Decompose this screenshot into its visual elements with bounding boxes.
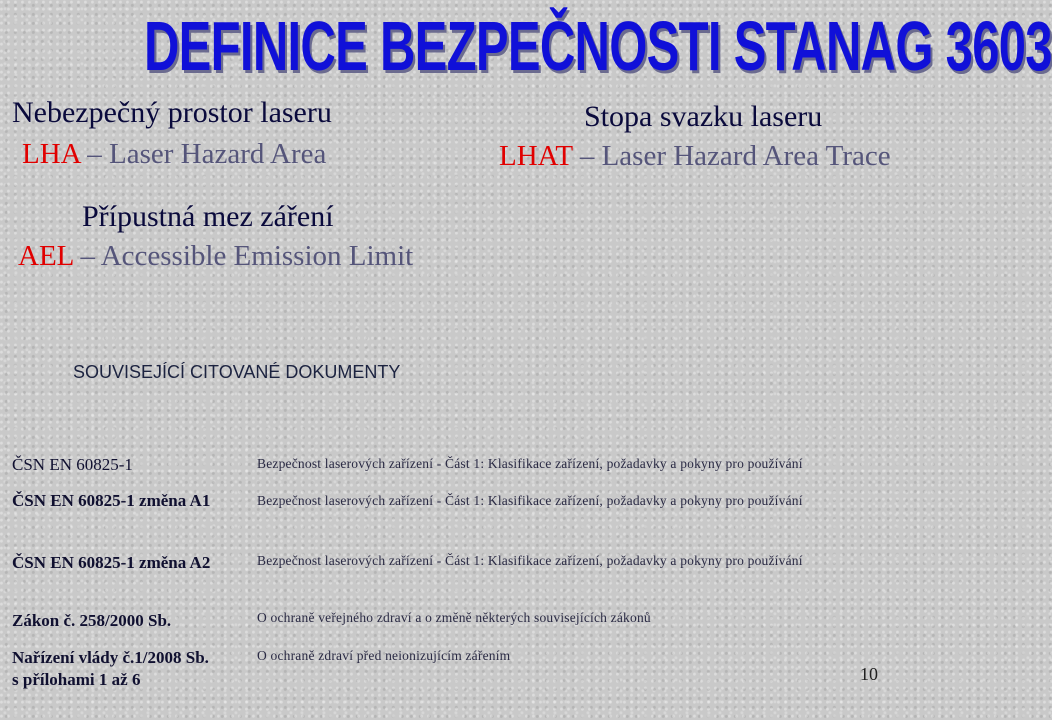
document-code-annex: s přílohami 1 až 6 (12, 670, 141, 689)
lha-english-text: – Laser Hazard Area (80, 138, 327, 170)
document-code: Zákon č. 258/2000 Sb. (12, 611, 172, 630)
document-description: O ochraně veřejného zdraví a o změně některých souvisejících zákonů (257, 610, 651, 625)
ael-czech-term: Přípustná mez záření (82, 200, 334, 233)
ael-english-text: – Accessible Emission Limit (73, 240, 414, 272)
document-description: Bezpečnost laserových zařízení - Část 1: Klasifikace zařízení, požadavky a pokyny pro používání (257, 493, 803, 508)
lhat-english-term (499, 140, 891, 173)
ael-english-term (18, 240, 413, 273)
document-code: ČSN EN 60825-1 změna A1 (12, 491, 211, 510)
lha-english-term (22, 138, 326, 171)
document-description: O ochraně zdraví před neionizujícím zářením (257, 648, 511, 663)
lhat-czech-term: Stopa svazku laseru (584, 100, 823, 133)
document-description: Bezpečnost laserových zařízení - Část 1: Klasifikace zařízení, požadavky a pokyny pro používání (257, 456, 803, 471)
lhat-abbreviation: LHAT (499, 140, 573, 172)
lha-abbreviation: LHA (22, 138, 80, 170)
lha-czech-term: Nebezpečný prostor laseru (12, 96, 332, 129)
lhat-english-text: – Laser Hazard Area Trace (572, 140, 891, 172)
ael-abbreviation: AEL (18, 240, 74, 272)
document-code: ČSN EN 60825-1 změna A2 (12, 553, 211, 572)
documents-heading: SOUVISEJÍCÍ CITOVANÉ DOKUMENTY (73, 362, 401, 382)
page-number: 10 (860, 664, 878, 684)
document-description: Bezpečnost laserových zařízení - Část 1: Klasifikace zařízení, požadavky a pokyny pro používání (257, 553, 803, 568)
document-code: Nařízení vlády č.1/2008 Sb. (12, 648, 209, 667)
slide-title: DEFINICE BEZPEČNOSTI STANAG 3603 (144, 7, 1052, 85)
document-code: ČSN EN 60825-1 (12, 455, 133, 474)
